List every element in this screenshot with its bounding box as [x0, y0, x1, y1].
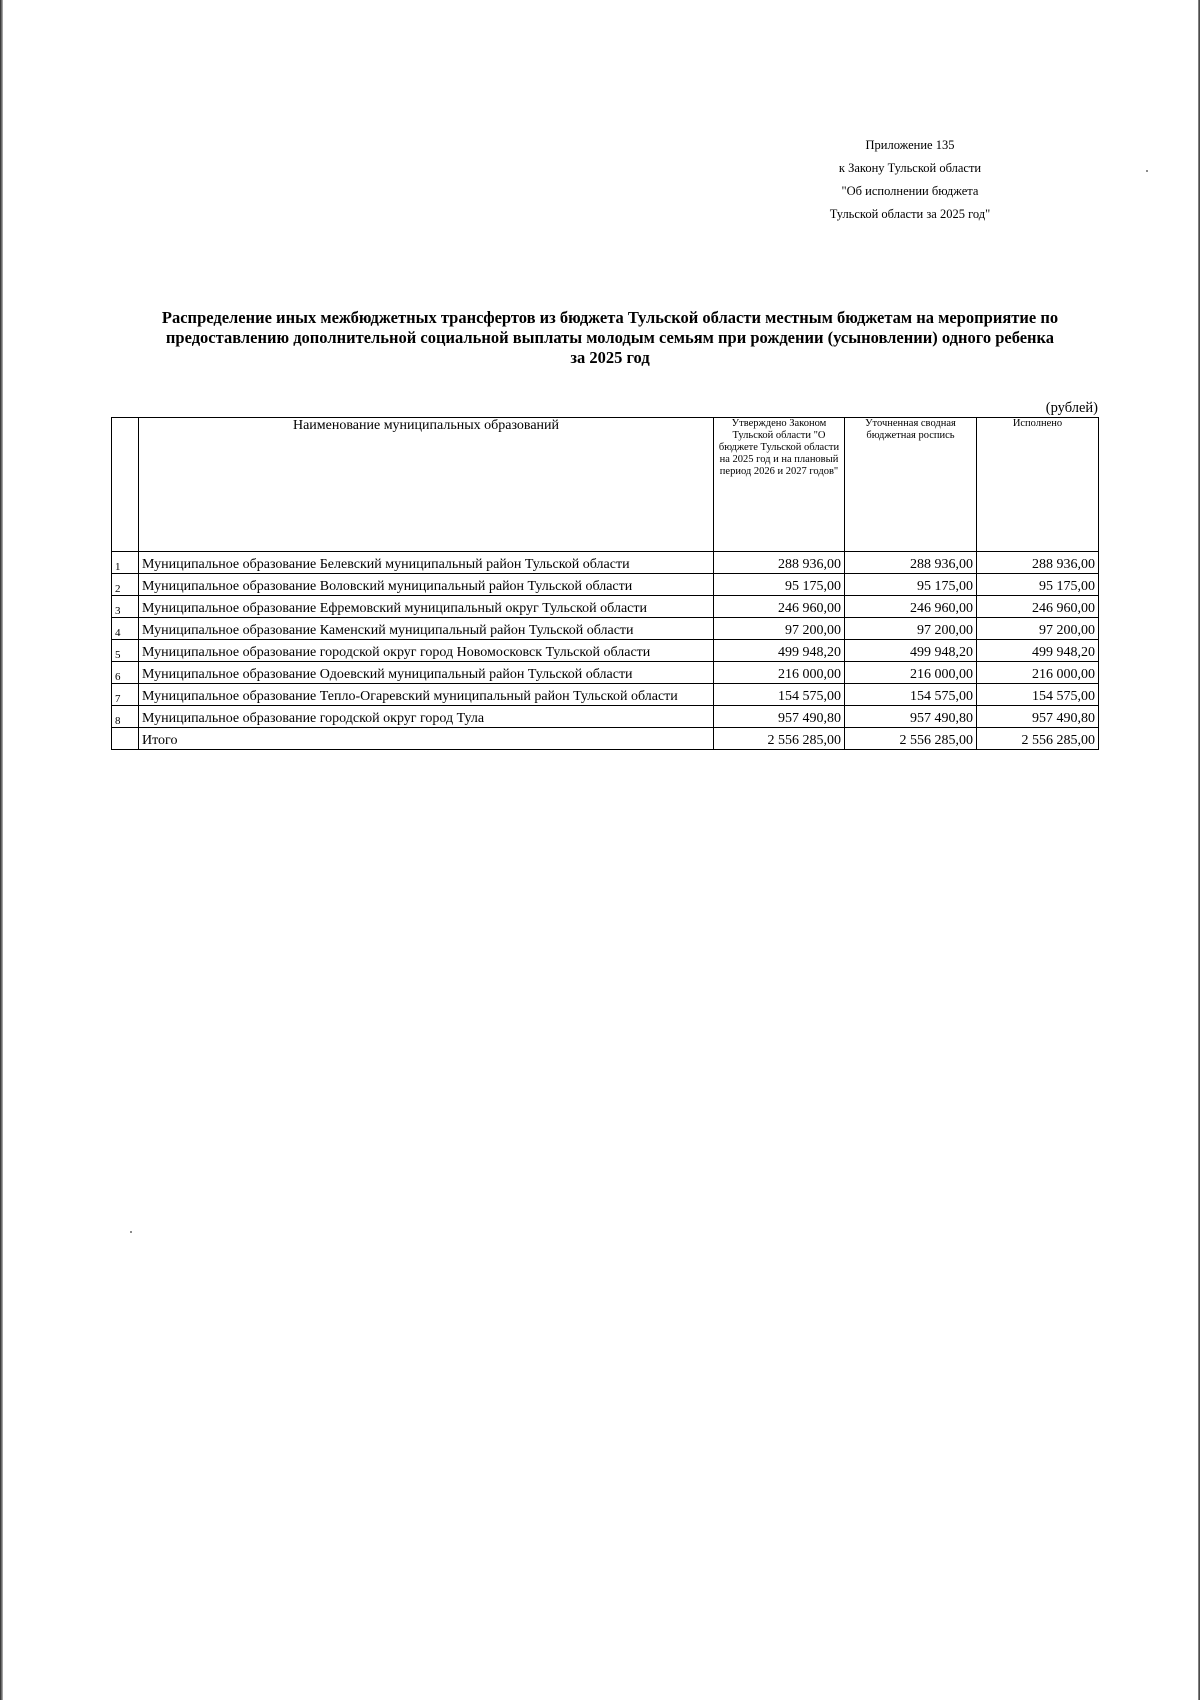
municipality-name: Муниципальное образование городской округ город Новомосковск Тульской области: [139, 640, 714, 662]
row-number: 5: [112, 640, 139, 662]
executed-amount: 246 960,00: [977, 596, 1099, 618]
municipality-name: Муниципальное образование Воловский муниципальный район Тульской области: [139, 574, 714, 596]
scan-edge-left: [0, 0, 3, 1700]
municipality-name: Муниципальное образование Белевский муниципальный район Тульской области: [139, 552, 714, 574]
row-number: 6: [112, 662, 139, 684]
document-title: [110, 308, 1110, 368]
approved-amount: 288 936,00: [714, 552, 845, 574]
approved-amount: 95 175,00: [714, 574, 845, 596]
header-executed: Исполнено: [977, 418, 1099, 552]
header-refined: Уточненная сводная бюджетная роспись: [845, 418, 977, 552]
table-row: [112, 574, 1099, 596]
appendix-line: "Об исполнении бюджета: [841, 184, 979, 198]
municipality-name: Муниципальное образование Одоевский муниципальный район Тульской области: [139, 662, 714, 684]
approved-amount: 246 960,00: [714, 596, 845, 618]
total-refined: 2 556 285,00: [845, 728, 977, 750]
appendix-block: [770, 134, 1050, 226]
refined-amount: 288 936,00: [845, 552, 977, 574]
row-number: 8: [112, 706, 139, 728]
refined-amount: 97 200,00: [845, 618, 977, 640]
scan-speck: [1146, 170, 1148, 172]
table-row: [112, 706, 1099, 728]
municipality-name: Муниципальное образование Каменский муниципальный район Тульской области: [139, 618, 714, 640]
executed-amount: 95 175,00: [977, 574, 1099, 596]
municipality-name: Муниципальное образование городской округ город Тула: [139, 706, 714, 728]
table-total-row: [112, 728, 1099, 750]
title-line: предоставлению дополнительной социальной выплаты молодым семьям при рождении (усыновлении) одного ребенка: [165, 328, 1055, 347]
executed-amount: 216 000,00: [977, 662, 1099, 684]
appendix-line: к Закону Тульской области: [838, 161, 982, 175]
approved-amount: 499 948,20: [714, 640, 845, 662]
row-number: 7: [112, 684, 139, 706]
refined-amount: 95 175,00: [845, 574, 977, 596]
table-row: [112, 662, 1099, 684]
title-line: Распределение иных межбюджетных трансфертов из бюджета Тульской области местным бюджетам на мероприятие по: [161, 308, 1059, 327]
header-approved: Утверждено Законом Тульской области "О бюджете Тульской области на 2025 год и на плановый период 2026 и 2027 годов": [714, 418, 845, 552]
refined-amount: 499 948,20: [845, 640, 977, 662]
executed-amount: 957 490,80: [977, 706, 1099, 728]
title-line: за 2025 год: [570, 348, 650, 367]
table-row: [112, 684, 1099, 706]
refined-amount: 154 575,00: [845, 684, 977, 706]
approved-amount: 97 200,00: [714, 618, 845, 640]
approved-amount: 216 000,00: [714, 662, 845, 684]
header-num: [112, 418, 139, 552]
table-row: [112, 596, 1099, 618]
row-number: 2: [112, 574, 139, 596]
total-approved: 2 556 285,00: [714, 728, 845, 750]
executed-amount: 97 200,00: [977, 618, 1099, 640]
refined-amount: 957 490,80: [845, 706, 977, 728]
row-number: 4: [112, 618, 139, 640]
executed-amount: 288 936,00: [977, 552, 1099, 574]
table-row: [112, 552, 1099, 574]
executed-amount: 154 575,00: [977, 684, 1099, 706]
distribution-table: [111, 417, 1099, 750]
scan-speck: [130, 1231, 132, 1233]
total-number: [112, 728, 139, 750]
municipality-name: Муниципальное образование Ефремовский муниципальный округ Тульской области: [139, 596, 714, 618]
appendix-line: Тульской области за 2025 год": [829, 207, 991, 221]
refined-amount: 246 960,00: [845, 596, 977, 618]
approved-amount: 957 490,80: [714, 706, 845, 728]
table-row: [112, 618, 1099, 640]
refined-amount: 216 000,00: [845, 662, 977, 684]
approved-amount: 154 575,00: [714, 684, 845, 706]
table-header-row: [112, 418, 1099, 552]
executed-amount: 499 948,20: [977, 640, 1099, 662]
header-name: Наименование муниципальных образований: [139, 418, 714, 552]
municipality-name: Муниципальное образование Тепло-Огаревский муниципальный район Тульской области: [139, 684, 714, 706]
row-number: 3: [112, 596, 139, 618]
currency-unit: (рублей): [1045, 400, 1098, 416]
total-label: Итого: [139, 728, 714, 750]
table-row: [112, 640, 1099, 662]
appendix-line: Приложение 135: [865, 138, 955, 152]
total-executed: 2 556 285,00: [977, 728, 1099, 750]
row-number: 1: [112, 552, 139, 574]
